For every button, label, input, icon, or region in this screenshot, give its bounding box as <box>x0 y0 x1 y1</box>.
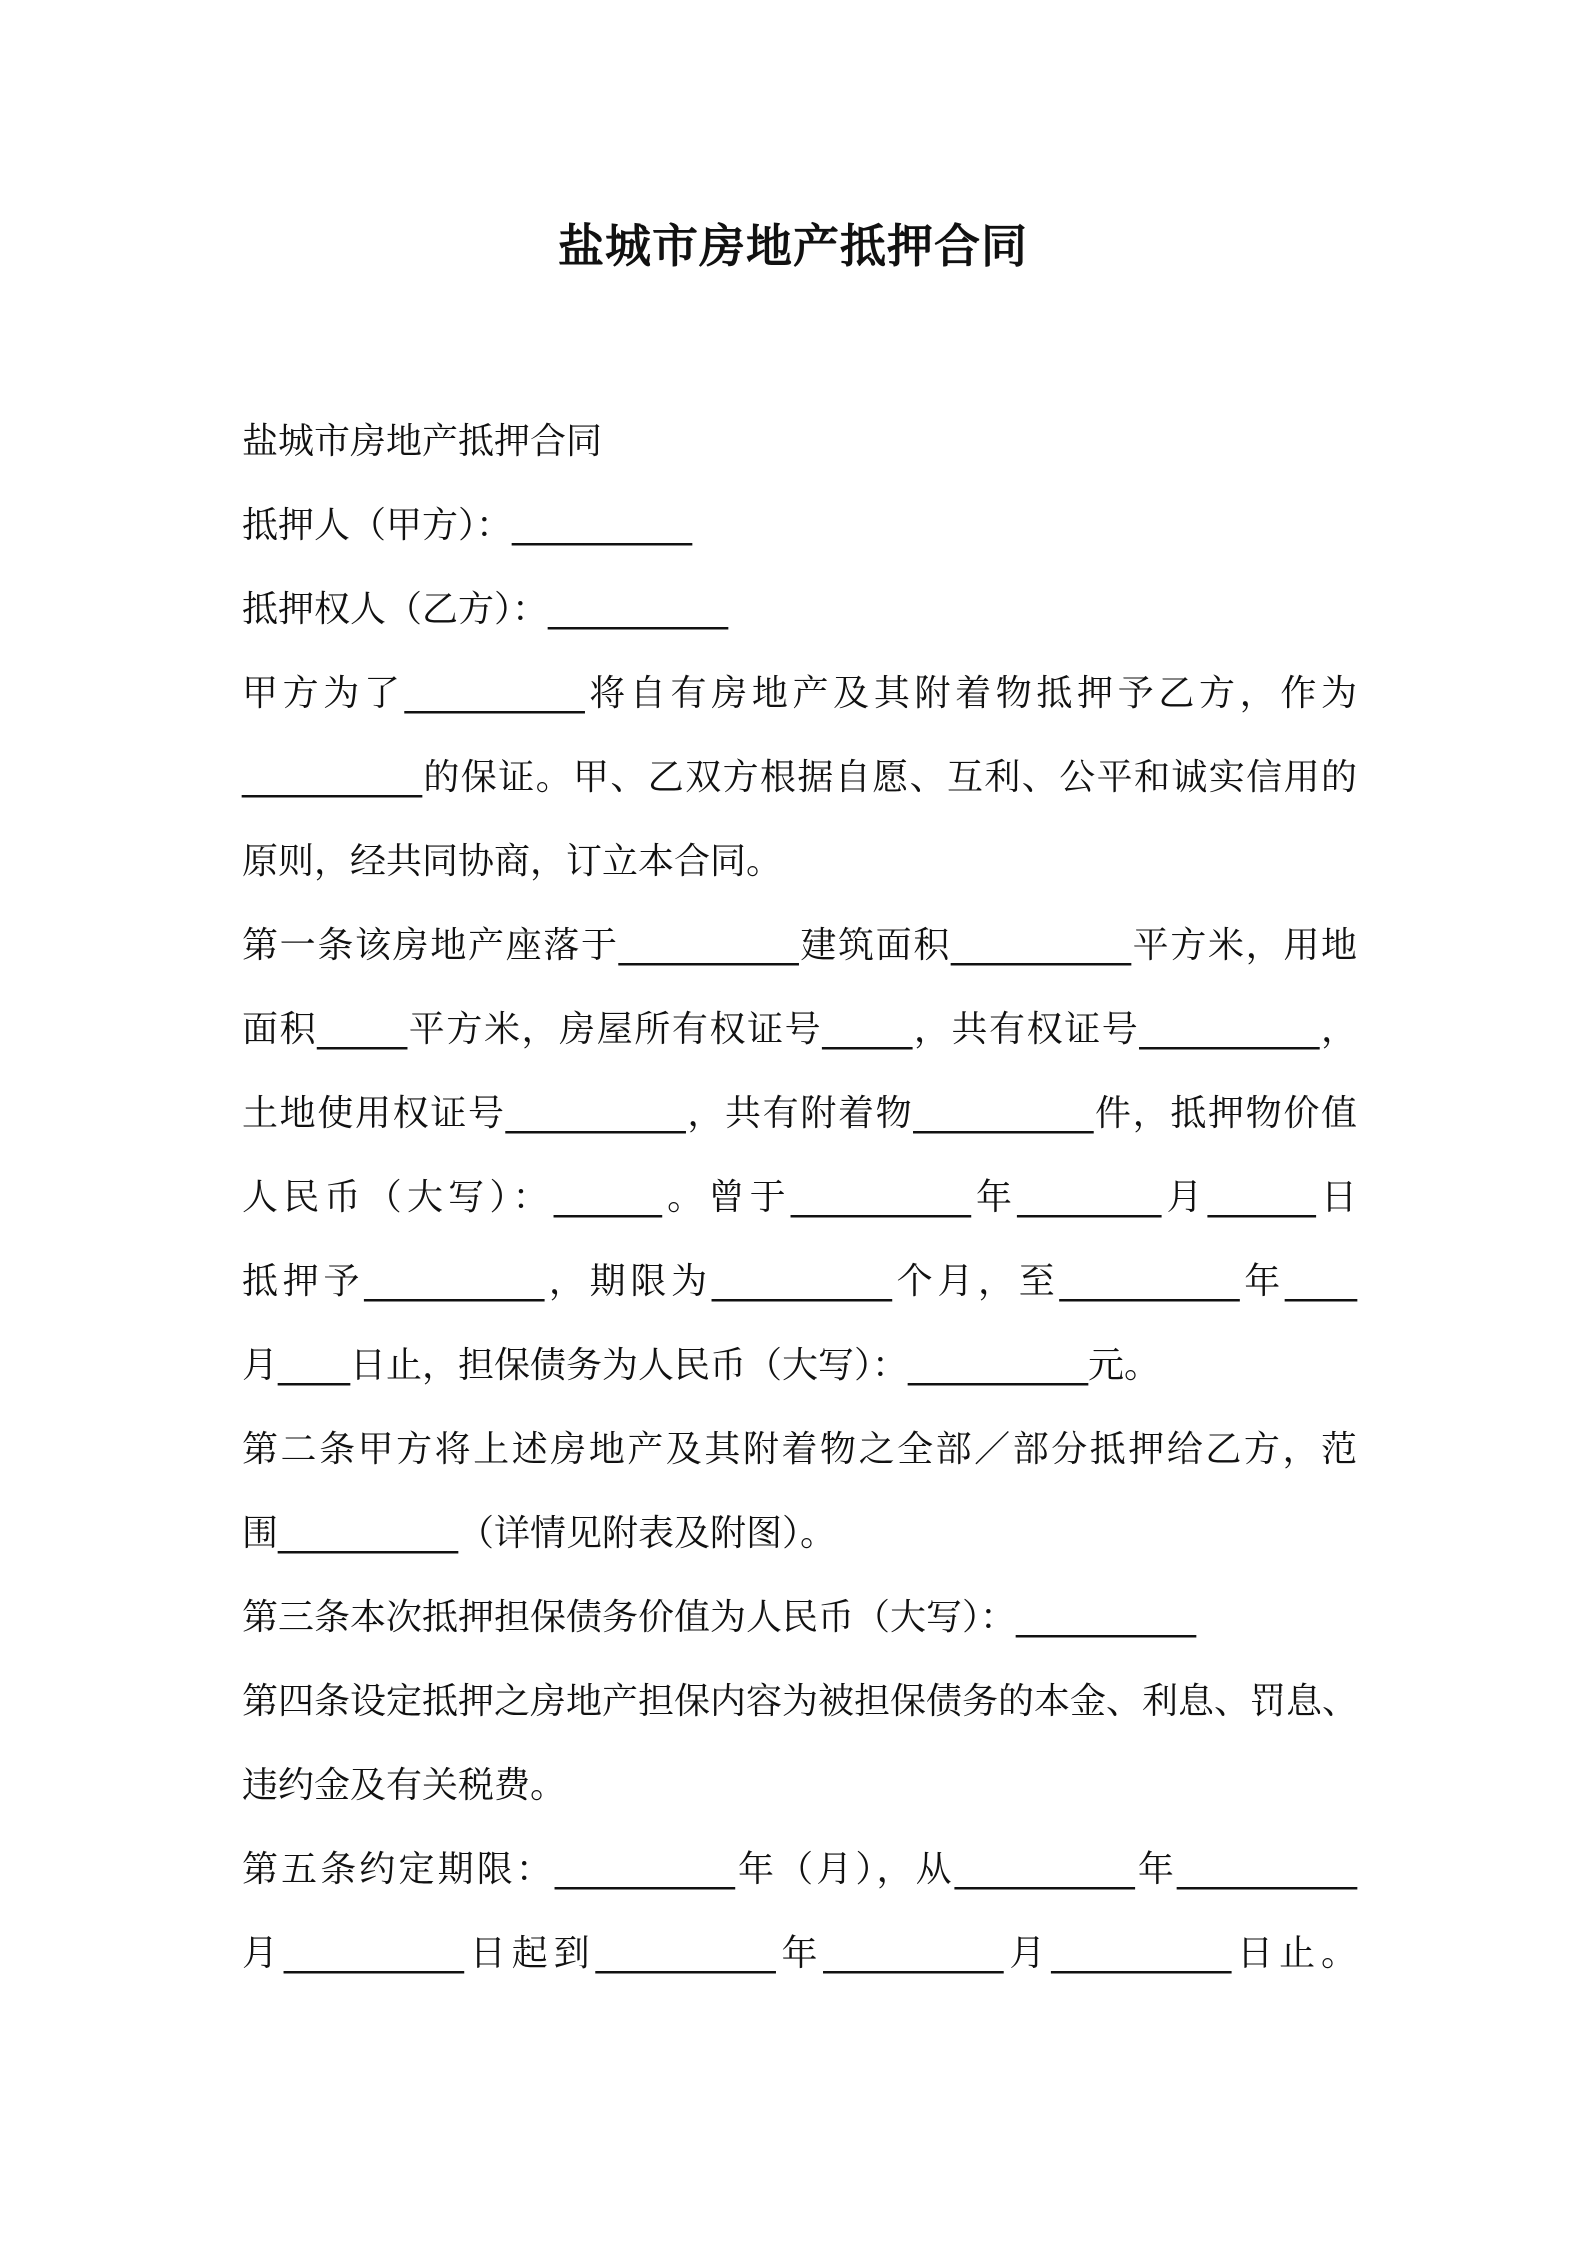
article-1-line-2: 面积_____平方米，房屋所有权证号_____，共有权证号__________， <box>242 1009 1357 1050</box>
article-1-line-3: 土地使用权证号__________，共有附着物__________件，抵押物价值 <box>242 1093 1357 1134</box>
mortgagor-line: 抵押人（甲方）：__________ <box>242 505 693 546</box>
preamble-line-1: 甲方为了__________将自有房地产及其附着物抵押予乙方，作为 <box>242 673 1357 714</box>
mortgagee-line: 抵押权人（乙方）：__________ <box>242 589 729 630</box>
article-3-line: 第三条本次抵押担保债务价值为人民币（大写）：__________ <box>242 1597 1197 1638</box>
article-5-line-2: 月__________日起到__________年__________月__________日止。 <box>242 1933 1357 1974</box>
article-5-line-1: 第五条约定期限：__________年（月），从__________年__________ <box>242 1849 1357 1890</box>
article-1-line-1: 第一条该房地产座落于__________建筑面积__________平方米，用地 <box>242 925 1357 966</box>
article-4-line-2: 违约金及有关税费。 <box>242 1765 567 1806</box>
article-2-line-1: 第二条甲方将上述房地产及其附着物之全部／部分抵押给乙方，范 <box>242 1429 1357 1470</box>
article-2-line-2: 围__________（详情见附表及附图）。 <box>242 1513 837 1554</box>
article-4-line-1: 第四条设定抵押之房地产担保内容为被担保债务的本金、利息、罚息、 <box>242 1681 1359 1722</box>
preamble-line-2: __________的保证。甲、乙双方根据自愿、互利、公平和诚实信用的 <box>242 757 1357 798</box>
article-1-line-6: 月____日止，担保债务为人民币（大写）：__________元。 <box>242 1345 1161 1386</box>
page-title: 盐城市房地产抵押合同 <box>558 219 1028 273</box>
article-1-line-4: 人民币（大写）：______。曾于__________年________月______日 <box>242 1177 1357 1218</box>
article-1-line-5: 抵押予__________，期限为__________个月，至__________年____ <box>242 1261 1357 1302</box>
preamble-line-3: 原则，经共同协商，订立本合同。 <box>242 841 783 882</box>
subtitle-line: 盐城市房地产抵押合同 <box>242 421 603 462</box>
